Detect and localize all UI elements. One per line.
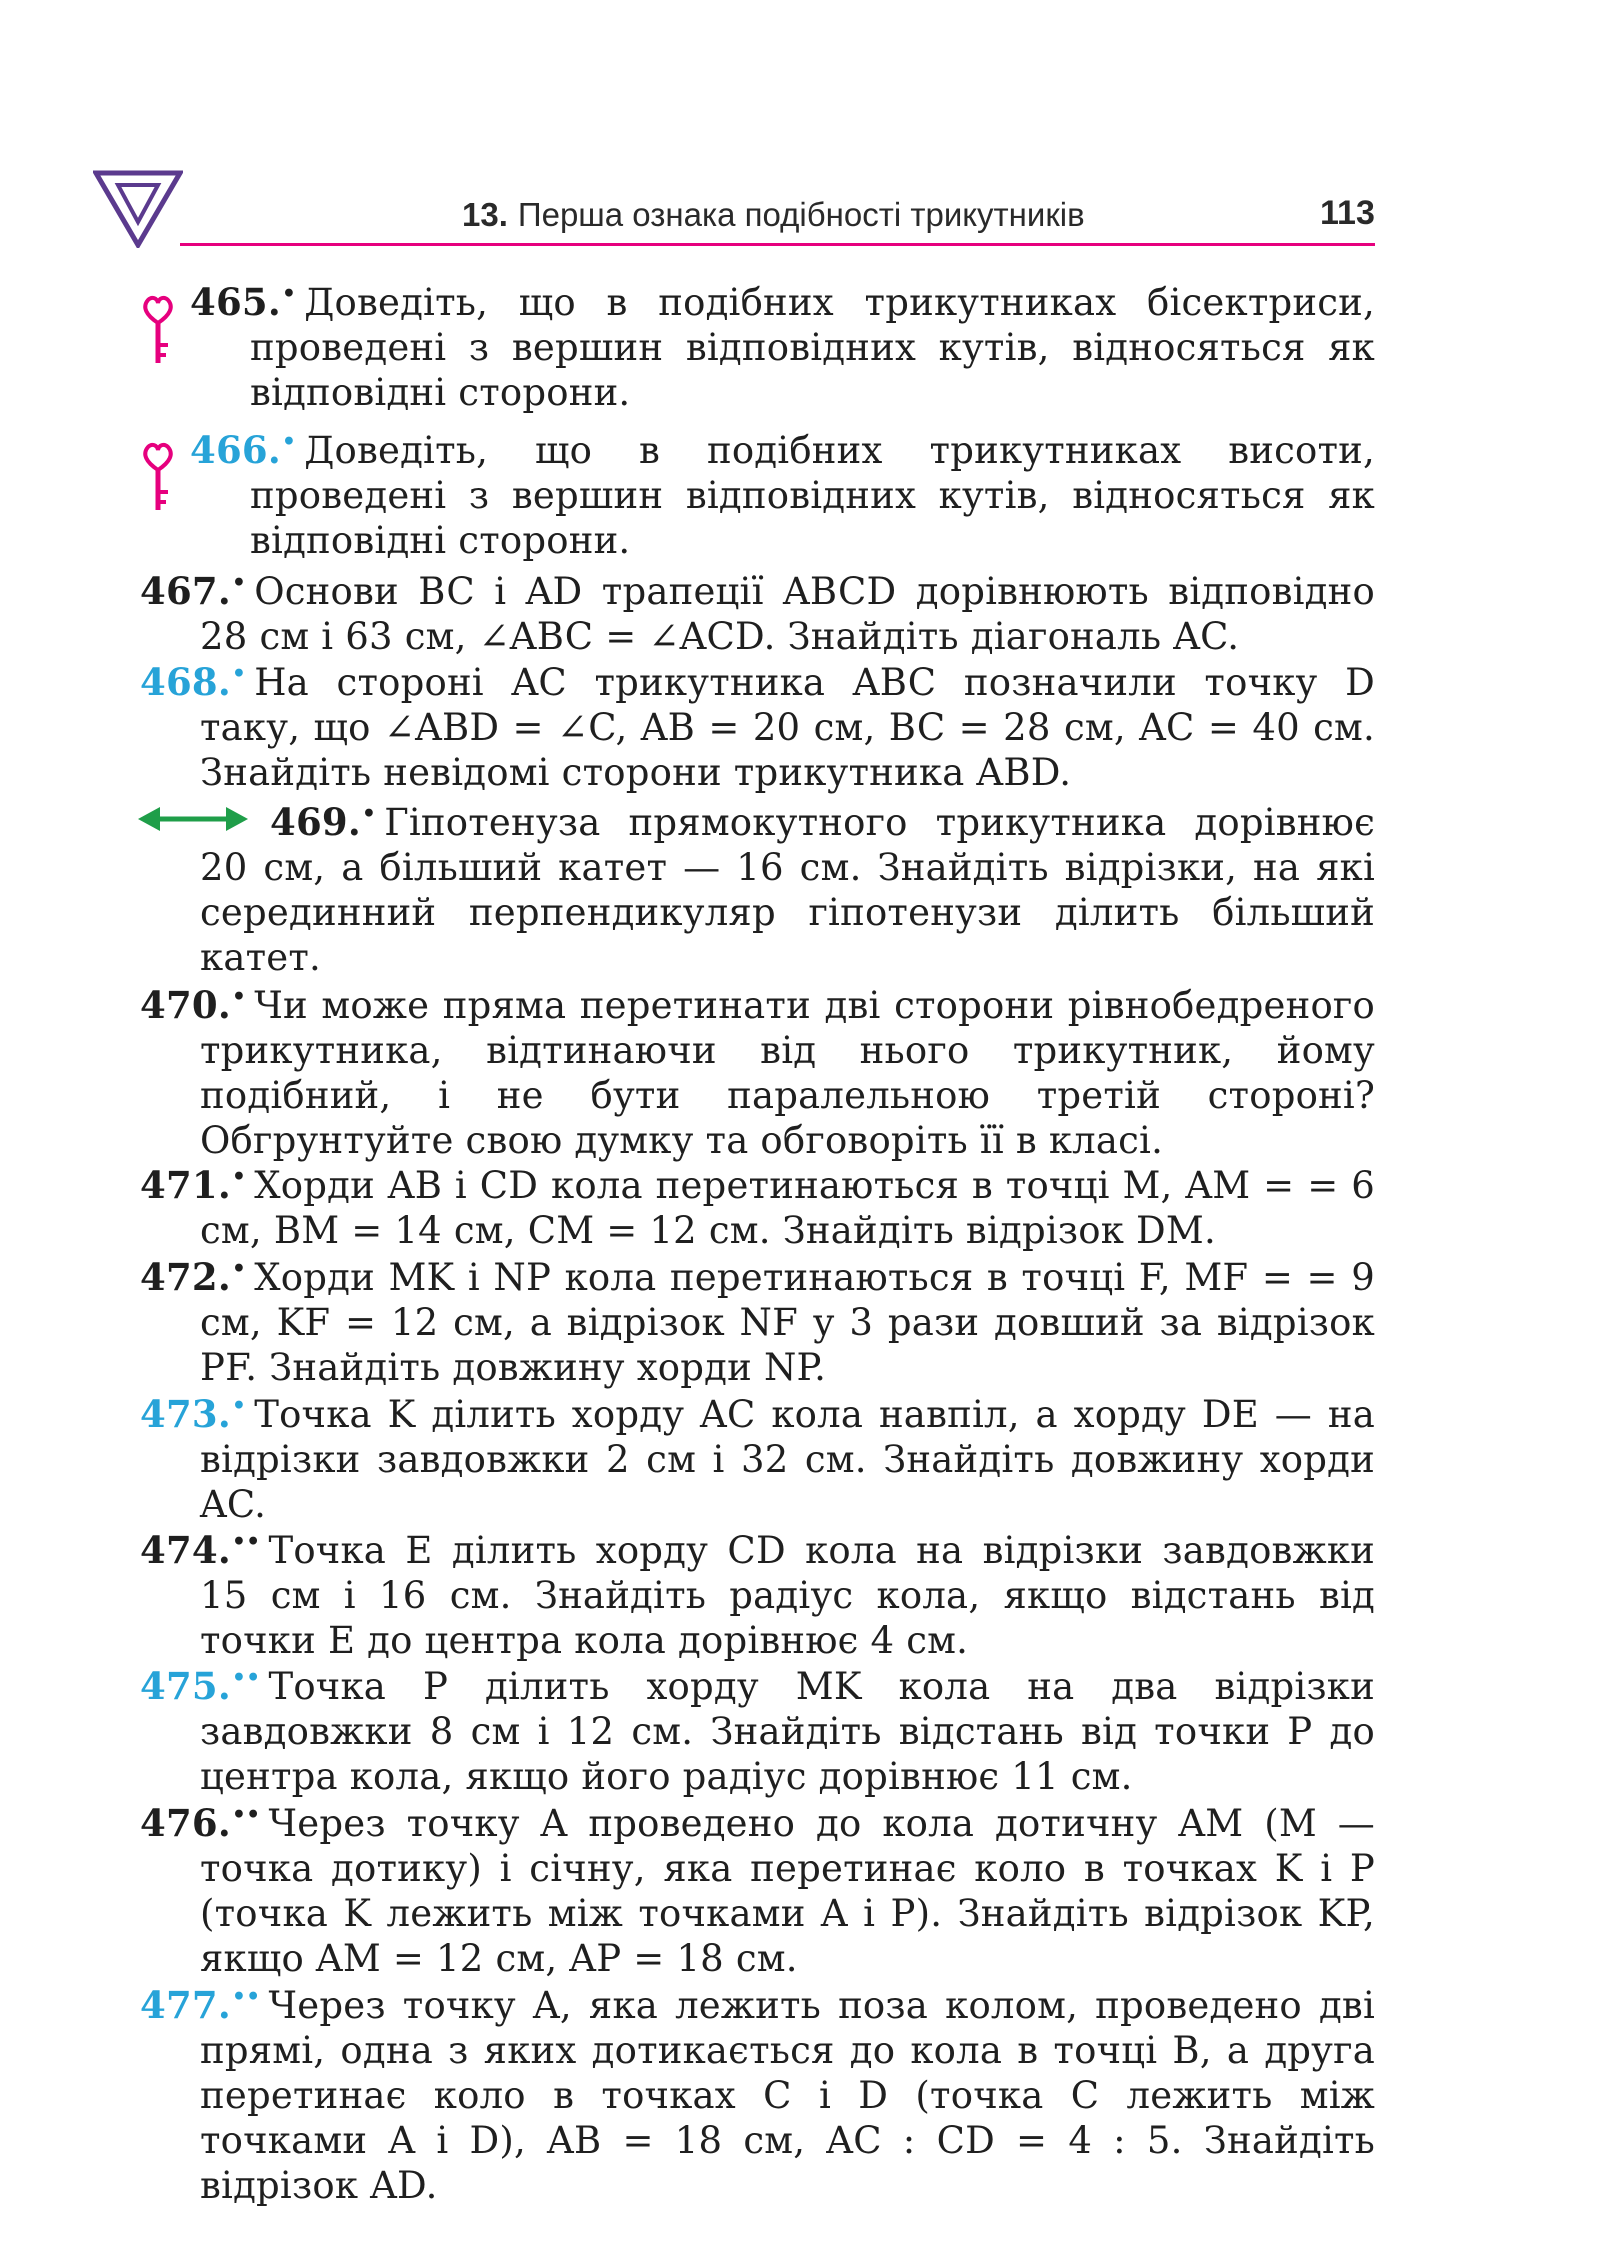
- problem-text: Чи може пряма перетинати дві сторони рівнобедреного трикутника, відтинаючи від нього трикутник, йому подібний, і не бути паралельною третій стороні? Обгрунтуйте свою думку та обговоріть її в класі.: [200, 984, 1375, 1162]
- problem-text: Точка P ділить хорду MK кола на два відрізки завдовжки 8 см і 12 см. Знайдіть відстань від точки P до центра кола, якщо його радіус дорівнює 11 см.: [200, 1665, 1375, 1798]
- header-divider: [180, 243, 1375, 246]
- problem-467: [140, 561, 1375, 659]
- problem-text: Основи BC і AD трапеції ABCD дорівнюють відповідно 28 см і 63 см, ∠ABC = ∠ACD. Знайдіть діагональ AC.: [200, 570, 1375, 658]
- problem-text: Гіпотенуза прямокутного трикутника дорівнює 20 см, а більший катет — 16 см. Знайдіть відрізки, на які серединний перпендикуляр гіпотенузи ділить більший катет.: [200, 801, 1375, 979]
- problem-text: Через точку A проведено до кола дотичну AM (M — точка дотику) і січну, яка перетинає коло в точках K і P (точка K лежить між точками A і P). Знайдіть відрізок KP, якщо AM = 12 см, AP = 18 см.: [200, 1802, 1375, 1980]
- problem-466: [190, 420, 1375, 563]
- problem-text: Доведіть, що в подібних трикутниках бісектриси, проведені з вершин відповідних кутів, відносяться як відповідні сторони.: [250, 281, 1375, 414]
- problem-text: Точка K ділить хорду AC кола навпіл, а хорду DE — на відрізки завдовжки 2 см і 32 см. Знайдіть довжину хорди AC.: [200, 1393, 1375, 1526]
- problem-465: [190, 272, 1375, 415]
- problem-number: 467.: [140, 569, 231, 613]
- difficulty-dots: ••: [231, 1984, 261, 2010]
- problem-473: [140, 1384, 1375, 1527]
- problem-number: 475.: [140, 1664, 231, 1708]
- problem-470: [140, 975, 1375, 1163]
- problem-471: [140, 1155, 1375, 1253]
- problem-text: На стороні AC трикутника ABC позначили точку D таку, що ∠ABD = ∠C, AB = 20 см, BC = 28 см, AC = 40 см. Знайдіть невідомі сторони трикутника ABD.: [200, 661, 1375, 794]
- problem-number: 468.: [140, 660, 231, 704]
- problem-text: Хорди MK і NP кола перетинаються в точці F, MF = = 9 см, KF = 12 см, а відрізок NF у 3 рази довший за відрізок PF. Знайдіть довжину хорди NP.: [200, 1256, 1375, 1389]
- problem-number: 477.: [140, 1983, 231, 2027]
- difficulty-dots: •: [231, 661, 247, 687]
- difficulty-dots: •: [231, 1164, 247, 1190]
- triangle-logo-icon: [93, 170, 183, 248]
- problem-475: [140, 1656, 1375, 1799]
- difficulty-dots: •: [231, 570, 247, 596]
- difficulty-dots: •: [231, 1393, 247, 1419]
- problem-472: [140, 1247, 1375, 1390]
- problem-number: 473.: [140, 1392, 231, 1436]
- problem-text: Доведіть, що в подібних трикутниках висоти, проведені з вершин відповідних кутів, відносяться як відповідні сторони.: [250, 429, 1375, 562]
- problem-number: 470.: [140, 983, 231, 1027]
- difficulty-dots: •: [361, 801, 377, 827]
- section-number: 13.: [462, 196, 508, 233]
- page-number: 113: [1320, 194, 1375, 232]
- difficulty-dots: ••: [231, 1802, 261, 1828]
- key-icon: [140, 293, 176, 367]
- difficulty-dots: ••: [231, 1529, 261, 1555]
- problem-number: 476.: [140, 1801, 231, 1845]
- problem-469: [140, 792, 1375, 980]
- problem-text: Хорди AB і CD кола перетинаються в точці M, AM = = 6 см, BM = 14 см, CM = 12 см. Знайдіть відрізок DM.: [200, 1164, 1375, 1252]
- difficulty-dots: ••: [231, 1665, 261, 1691]
- problem-number: 471.: [140, 1163, 231, 1207]
- problem-number: 472.: [140, 1255, 231, 1299]
- difficulty-dots: •: [281, 281, 297, 307]
- problem-468: [140, 652, 1375, 795]
- problem-text: Через точку A, яка лежить поза колом, проведено дві прямі, одна з яких дотикається до кола в точці B, а друга перетинає коло в точках C і D (точка C лежить між точками A і D), AB = 18 см, AC : CD = 4 : 5. Знайдіть відрізок AD.: [200, 1984, 1375, 2207]
- section-title: Перша ознака подібності трикутників: [517, 196, 1085, 233]
- difficulty-dots: •: [281, 429, 297, 455]
- problem-number: 465.: [190, 280, 281, 324]
- problem-476: [140, 1793, 1375, 1981]
- difficulty-dots: •: [231, 984, 247, 1010]
- problem-474: [140, 1520, 1375, 1663]
- problem-number: 474.: [140, 1528, 231, 1572]
- section-header: [462, 196, 1085, 234]
- problem-number: 469.: [270, 800, 361, 844]
- problem-477: [140, 1975, 1375, 2208]
- problem-text: Точка E ділить хорду CD кола на відрізки завдовжки 15 см і 16 см. Знайдіть радіус кола, якщо відстань від точки E до центра кола дорівнює 4 см.: [200, 1529, 1375, 1662]
- problem-number: 466.: [190, 428, 281, 472]
- difficulty-dots: •: [231, 1256, 247, 1282]
- key-icon: [140, 440, 176, 514]
